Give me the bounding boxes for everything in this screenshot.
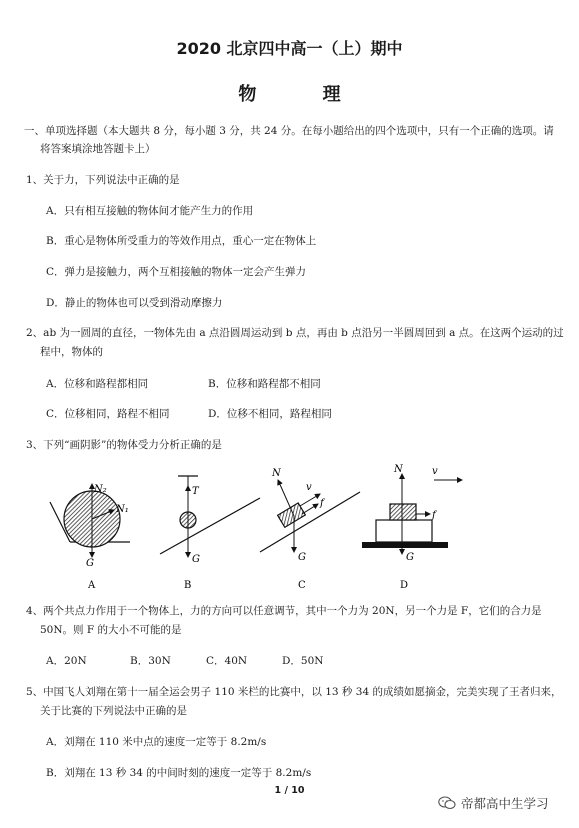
label-g-d: G: [406, 552, 414, 563]
page-title: 2020 北京四中高一（上）期中: [176, 39, 403, 58]
question-3-stem: 3、下列“画阴影”的物体受力分析正确的是: [26, 439, 222, 451]
label-t: T: [192, 486, 199, 497]
label-g-b: G: [192, 554, 200, 565]
watermark: [438, 794, 549, 812]
label-f-d: f: [432, 510, 436, 521]
label-g-a: G: [86, 558, 94, 569]
diagram-label-d: D: [400, 580, 409, 591]
question-4-stem-line2: 50N。则 F 的大小不可能的是: [40, 624, 182, 636]
wechat-icon: [438, 796, 456, 810]
label-v-c: v: [306, 482, 312, 493]
question-2-stem-line1: 2、ab 为一圆周的直径，一物体先由 a 点沿圆周运动到 b 点，再由 b 点沿另一半圆周回到 a 点。在这两个运动的过: [26, 327, 564, 339]
question-4-option-d: D．50N: [282, 655, 324, 667]
question-5-option-b: B．刘翔在 13 秒 34 的中间时刻的速度一定等于 8.2m/s: [46, 767, 312, 779]
diagram-label-c: C: [298, 580, 306, 591]
question-4-option-c: C．40N: [206, 655, 248, 667]
question-1-stem: 1、关于力，下列说法中正确的是: [26, 174, 180, 186]
question-2-option-d: D．位移不相同，路程相同: [208, 408, 332, 420]
diagram-a: [50, 484, 130, 591]
diagram-d: [362, 464, 462, 591]
watermark-text: 帝都高中生学习: [461, 796, 549, 811]
label-n2: N₂: [94, 484, 107, 495]
question-5-stem-line2: 关于比赛的下列说法中正确的是: [40, 705, 187, 717]
section-instructions-line1: 一、单项选择题（本大题共 8 分，每小题 3 分，共 24 分。在每小题给出的四个选项中，只有一个正确的选项。请: [24, 125, 554, 137]
label-n-d: N: [394, 464, 403, 475]
question-1-option-c: C．弹力是接触力，两个互相接触的物体一定会产生弹力: [46, 266, 307, 278]
diagram-label-a: A: [88, 580, 96, 591]
question-5-stem-line1: 5、中国飞人刘翔在第十一届全运会男子 110 米栏的比赛中，以 13 秒 34 的成绩如愿摘金，完美实现了王者归来，: [26, 686, 562, 698]
question-1-option-b: B．重心是物体所受重力的等效作用点，重心一定在物体上: [46, 235, 317, 247]
question-1-option-a: A．只有相互接触的物体间才能产生力的作用: [46, 205, 254, 217]
question-5-option-a: A．刘翔在 110 米中点的速度一定等于 8.2m/s: [46, 736, 267, 748]
label-f-c: f: [320, 498, 324, 509]
page-number: 1 / 10: [274, 785, 305, 796]
label-v-d: v: [432, 466, 438, 477]
question-2-stem-line2: 程中，物体的: [40, 346, 103, 358]
question-2-option-b: B．位移和路程都不相同: [208, 378, 321, 390]
question-4-stem-line1: 4、两个共点力作用于一个物体上，力的方向可以任意调节，其中一个力为 20N，另一个力是 F，它们的合力是: [26, 605, 542, 617]
label-n1: N₁: [116, 504, 129, 515]
question-1-option-d: D．静止的物体也可以受到滑动摩擦力: [46, 297, 223, 309]
label-g-c: G: [298, 552, 306, 563]
section-instructions-line2: 将答案填涂地答题卡上）: [40, 143, 156, 155]
diagram-label-b: B: [184, 580, 192, 591]
question-4-option-a: A．20N: [46, 655, 87, 667]
question-2-option-a: A．位移和路程都相同: [46, 378, 149, 390]
diagram-b: [160, 476, 260, 591]
subject-title: 物 理: [238, 84, 371, 105]
question-4-option-b: B．30N: [130, 655, 171, 667]
label-n-c: N: [272, 468, 281, 479]
force-diagrams-figure: [30, 462, 470, 592]
question-2-option-c: C．位移相同，路程不相同: [46, 408, 170, 420]
diagram-c: [260, 468, 360, 591]
